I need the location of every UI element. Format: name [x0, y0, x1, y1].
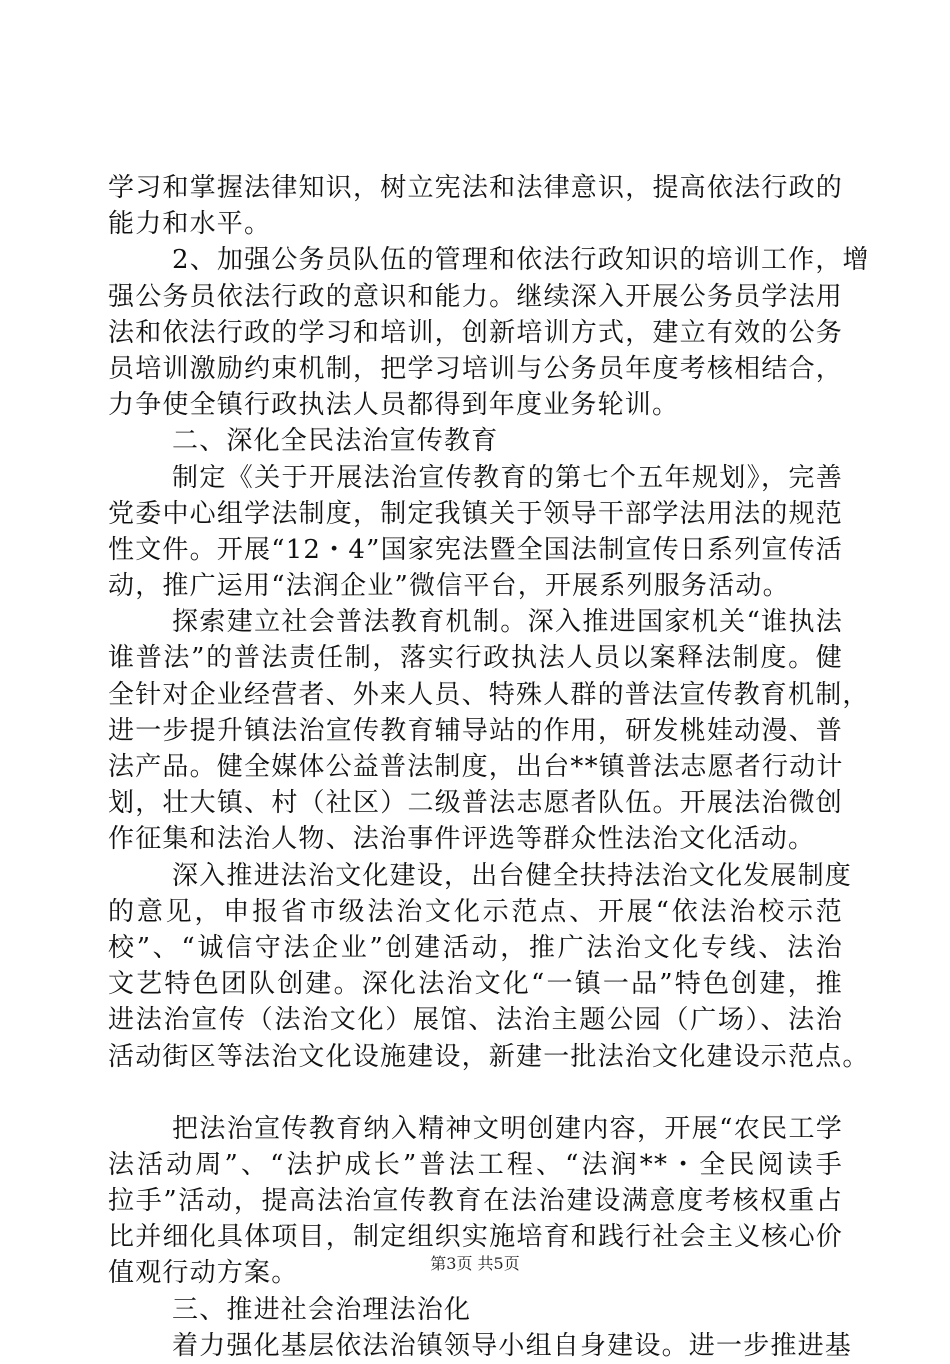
text-line: 作征集和法治人物、法治事件评选等群众性法治文化活动。 — [108, 824, 816, 855]
text-line: 法产品。健全媒体公益普法制度，出台**镇普法志愿者行动计 — [108, 752, 844, 782]
text-line: 党委中心组学法制度，制定我镇关于领导干部学法用法的规范 — [108, 498, 843, 529]
text-line: 校”、“诚信守法企业”创建活动，推广法治文化专线、法治 — [108, 932, 843, 963]
text-line: 进法治宣传（法治文化）展馆、法治主题公园（广场）、法治 — [108, 1005, 843, 1036]
text-line: 强公务员依法行政的意识和能力。继续深入开展公务员学法用 — [108, 281, 843, 312]
text-line: 划，壮大镇、村（社区）二级普法志愿者队伍。开展法治微创 — [108, 788, 843, 819]
section-heading: 二、深化全民法治宣传教育 — [172, 426, 499, 457]
text-line: 员培训激励约束机制，把学习培训与公务员年度考核相结合， — [108, 353, 843, 384]
page-number-footer: 第3页 共5页 — [430, 1254, 520, 1273]
text-line: 值观行动方案。 — [108, 1258, 299, 1289]
text-line: 能力和水平。 — [108, 209, 272, 240]
text-line: 性文件。开展“12・4”国家宪法暨全国法制宣传日系列宣传活 — [108, 534, 844, 565]
text-line: 探索建立社会普法教育机制。深入推进国家机关“谁执法 — [172, 607, 843, 638]
text-line: 拉手”活动，提高法治宣传教育在法治建设满意度考核权重占 — [108, 1186, 843, 1217]
text-line: 全针对企业经营者、外来人员、特殊人群的普法宣传教育机制， — [108, 679, 870, 710]
document-body — [108, 170, 870, 1364]
text-line: 活动街区等法治文化设施建设，新建一批法治文化建设示范点。 — [108, 1041, 870, 1072]
text-line: 文艺特色团队创建。深化法治文化“一镇一品”特色创建，推 — [108, 969, 843, 1000]
text-line: 2、加强公务员队伍的管理和依法行政知识的培训工作，增 — [172, 245, 870, 276]
text-line: 法活动周”、“法护成长”普法工程、“法润**・全民阅读手 — [108, 1149, 843, 1180]
text-line: 学习和掌握法律知识，树立宪法和法律意识，提高依法行政的 — [108, 173, 843, 203]
text-line: 制定《关于开展法治宣传教育的第七个五年规划》，完善 — [172, 462, 843, 493]
text-line: 着力强化基层依法治镇领导小组自身建设。进一步推进基 — [172, 1330, 853, 1361]
text-line: 进一步提升镇法治宣传教育辅导站的作用，研发桃娃动漫、普 — [108, 715, 843, 746]
text-line: 动，推广运用“法润企业”微信平台，开展系列服务活动。 — [108, 571, 790, 602]
text-line: 深入推进法治文化建设，出台健全扶持法治文化发展制度 — [172, 860, 853, 891]
text-line: 力争使全镇行政执法人员都得到年度业务轮训。 — [108, 390, 680, 421]
text-line: 的意见，申报省市级法治文化示范点、开展“依法治校示范 — [108, 896, 843, 927]
text-line: 法和依法行政的学习和培训，创新培训方式，建立有效的公务 — [108, 317, 843, 348]
text-line: 谁普法”的普法责任制，落实行政执法人员以案释法制度。健 — [108, 643, 843, 674]
text-line: 把法治宣传教育纳入精神文明创建内容，开展“农民工学 — [172, 1113, 843, 1144]
paragraph-gap — [108, 1075, 843, 1111]
text-line: 比并细化具体项目，制定组织实施培育和践行社会主义核心价 — [108, 1222, 843, 1253]
section-heading: 三、推进社会治理法治化 — [172, 1294, 472, 1325]
